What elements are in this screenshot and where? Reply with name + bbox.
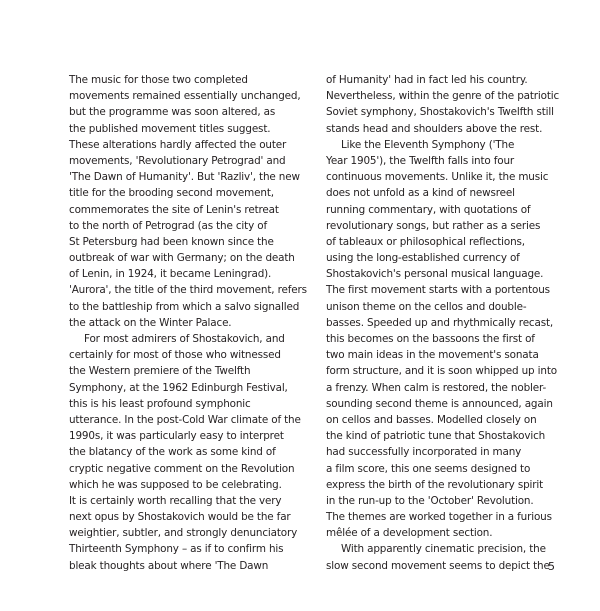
text-line: this is his least profound symphonic [69,397,251,410]
text-line: sounding second theme is announced, again [326,397,553,410]
text-line: to the battleship from which a salvo signalled [69,300,300,313]
text-line: Soviet symphony, Shostakovich's Twelfth still [326,106,554,119]
text-line: the attack on the Winter Palace. [69,316,232,329]
text-line: a frenzy. When calm is restored, the nobler- [326,381,547,394]
text-line: mêlée of a development section. [326,527,493,540]
text-line: weightier, subtler, and strongly denunciatory [69,527,298,540]
text-line: in the run-up to the 'October' Revolution. [326,494,534,507]
text-line: running commentary, with quotations of [326,203,531,216]
text-line: stands head and shoulders above the rest. [326,122,543,135]
text-line: revolutionary songs, but rather as a series [326,219,541,232]
text-line: basses. Speeded up and rhythmically recast, [326,316,554,329]
text-line: movements, 'Revolutionary Petrograd' and [69,154,286,167]
text-line: this becomes on the bassoons the first of [326,333,535,345]
text-line: using the long-established currency of [326,252,520,265]
text-line: These alterations hardly affected the outer [69,138,287,151]
text-line: 'The Dawn of Humanity'. But 'Razliv', the new [69,171,300,184]
text-line: the blatancy of the work as some kind of [69,446,276,459]
text-line: had successfully incorporated in many [326,446,522,459]
text-line: the published movement titles suggest. [69,122,271,135]
text-line: Like the Eleventh Symphony ('The [341,138,515,151]
text-line: of Lenin, in 1924, it became Leningrad). [69,268,272,281]
text-line: certainly for most of those who witnessed [69,349,281,362]
text-line: next opus by Shostakovich would be the far [69,511,291,524]
text-line: bleak thoughts about where 'The Dawn [69,559,269,572]
text-line: which he was supposed to be celebrating. [69,478,282,491]
text-line: to the north of Petrograd (as the city of [69,219,267,232]
text-line: Nevertheless, within the genre of the patriotic [326,90,560,103]
right-text-column [326,72,571,574]
page-number: 5 [548,560,555,573]
text-line: With apparently cinematic precision, the [341,543,546,556]
text-line: For most admirers of Shostakovich, and [84,333,285,345]
text-line: outbreak of war with Germany; on the death [69,252,295,265]
text-line: Year 1905'), the Twelfth falls into four [326,154,515,167]
text-line: The music for those two completed [69,74,248,86]
text-line: of tableaux or philosophical reflections, [326,235,525,248]
text-line: on cellos and basses. Modelled closely on [326,413,537,426]
text-line: The first movement starts with a portentous [326,284,550,297]
text-line: movements remained essentially unchanged, [69,90,301,103]
text-line: The themes are worked together in a furious [326,511,552,524]
text-line: form structure, and it is soon whipped up into [326,365,557,378]
text-line: Thirteenth Symphony – as if to confirm his [69,543,284,556]
text-line: does not unfold as a kind of newsreel [326,187,515,200]
text-line: cryptic negative comment on the Revolution [69,462,295,475]
text-line: express the birth of the revolutionary spirit [326,478,544,491]
text-line: commemorates the site of Lenin's retreat [69,203,279,216]
text-line: the kind of patriotic tune that Shostakovich [326,430,546,443]
text-line: a film score, this one seems designed to [326,462,531,475]
text-line: slow second movement seems to depict the [326,559,550,572]
text-line: utterance. In the post-Cold War climate of the [69,413,301,426]
text-line: continuous movements. Unlike it, the music [326,171,549,184]
text-line: unison theme on the cellos and double- [326,300,527,313]
text-line: Symphony, at the 1962 Edinburgh Festival, [69,381,288,394]
text-line: two main ideas in the movement's sonata [326,349,539,362]
text-line: 1990s, it was particularly easy to interpret [69,430,284,443]
text-line: 'Aurora', the title of the third movement, refers [69,284,307,297]
text-line: title for the brooding second movement, [69,187,274,200]
text-line: Shostakovich's personal musical language. [326,268,544,281]
left-text-column [69,72,314,574]
text-line: but the programme was soon altered, as [69,106,276,119]
text-line: of Humanity' had in fact led his country. [326,74,528,86]
text-line: the Western premiere of the Twelfth [69,365,251,378]
text-line: St Petersburg had been known since the [69,235,274,248]
text-line: It is certainly worth recalling that the very [69,494,282,507]
